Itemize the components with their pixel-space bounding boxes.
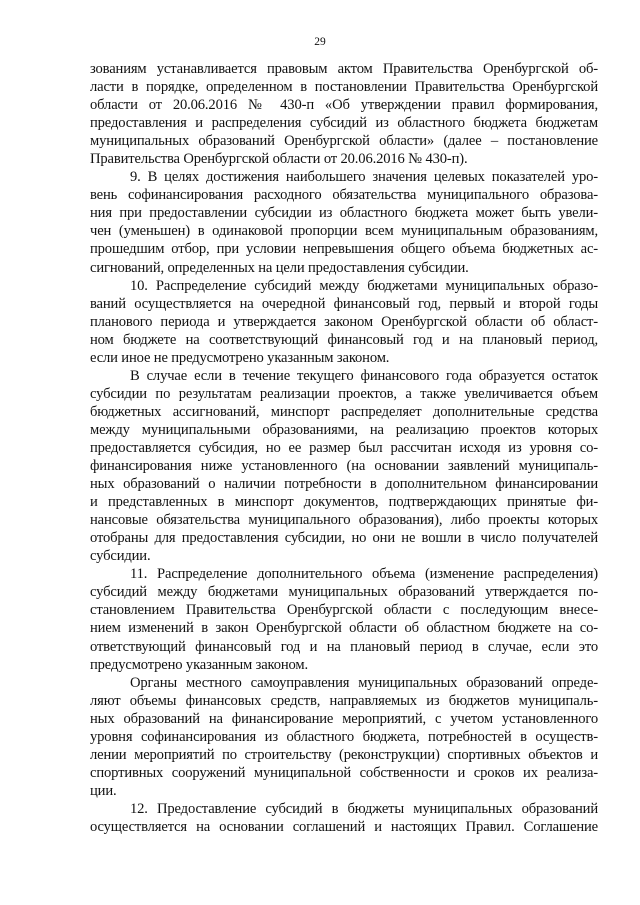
document-body	[90, 60, 598, 836]
text-line: ных образований на финансирование мероприятий, с учетом установленного	[90, 710, 598, 727]
text-line: ции.	[90, 782, 117, 799]
text-line: и представленных в минспорт документов, подтверждающих принятые фи-	[90, 494, 598, 511]
text-line: ваний осуществляется на очередной финансовый год, первый и второй годы	[90, 295, 598, 312]
text-line: субсидии.	[90, 548, 151, 565]
text-line: 12. Предоставление субсидий в бюджеты муниципальных образований	[130, 800, 598, 817]
text-line: субсидии по результатам реализации проектов, а также увеличивается объем	[90, 385, 598, 402]
text-line: предоставляется субсидия, но ее размер был рассчитан исходя из уровня со-	[90, 439, 598, 456]
paragraph	[90, 674, 598, 800]
text-line: зованиям устанавливается правовым актом Правительства Оренбургской об-	[90, 61, 598, 77]
text-line: планового периода и утверждается законом Оренбургской области об област-	[90, 313, 598, 330]
text-line: осуществляется на основании соглашений и настоящих Правил. Соглашение	[90, 818, 598, 835]
paragraph	[90, 800, 598, 836]
paragraph	[90, 565, 598, 673]
text-line: 9. В целях достижения наибольшего значения целевых показателей уро-	[130, 169, 598, 186]
text-line: спортивных сооружений муниципальной собственности и сроков их реализа-	[90, 764, 598, 781]
text-line: ных образований о наличии потребности в дополнительном финансировании	[90, 476, 598, 493]
text-line: финансирования ниже установленного (на основании заявлений муниципаль-	[90, 458, 598, 475]
text-line: ответствующий финансовый год и на плановый период в случае, если это	[90, 638, 598, 655]
text-line: ния при предоставлении субсидии из областного бюджета может быть увели-	[90, 205, 598, 222]
text-line: Органы местного самоуправления муниципальных образований опреде-	[130, 674, 598, 691]
text-line: бюджетных ассигнований, минспорт распределяет дополнительные средства	[90, 403, 598, 420]
text-line: чен (уменьшен) в одинаковой пропорции всем муниципальным образованиям,	[90, 223, 598, 240]
text-line: ляют объемы финансовых средств, направляемых из бюджетов муниципаль-	[90, 692, 598, 709]
text-line: нансовые обязательства муниципального образования), либо проекты которых	[90, 512, 598, 529]
text-line: предусмотрено указанным законом.	[90, 656, 309, 673]
text-line: 11. Распределение дополнительного объема (изменение распределения)	[130, 566, 598, 583]
paragraph	[90, 367, 598, 566]
text-line: становлением Правительства Оренбургской области с последующим внесе-	[90, 602, 598, 619]
paragraph	[90, 60, 598, 168]
text-line: нием изменений в закон Оренбургской области об областном бюджете на со-	[90, 620, 598, 637]
text-line: субсидий между бюджетами муниципальных образований утверждается по-	[90, 584, 598, 601]
text-line: 10. Распределение субсидий между бюджетами муниципальных образо-	[130, 277, 598, 294]
page-number: 29	[314, 36, 326, 48]
text-line: муниципальных образований Оренбургской области» (далее – постановление	[90, 133, 598, 150]
text-line: лении мероприятий по строительству (реконструкции) спортивных объектов и	[90, 746, 598, 763]
paragraph	[90, 277, 598, 367]
text-line: области от 20.06.2016 № 430-п «Об утверждении правил формирования,	[90, 97, 598, 114]
text-line: ласти в порядке, определенном в постановлении Правительства Оренбургской	[90, 79, 598, 96]
text-line: вень софинансирования расходного обязательства муниципального образова-	[90, 187, 598, 204]
text-line: между муниципальными образованиями, на реализацию проектов которых	[90, 421, 598, 438]
text-line: В случае если в течение текущего финансового года образуется остаток	[130, 367, 598, 384]
text-line: предоставления и распределения субсидий из областного бюджета бюджетам	[90, 115, 598, 132]
text-line: отобраны для предоставления субсидии, но они не вошли в число получателей	[90, 530, 598, 547]
text-line: прошедшим отбор, при условии непревышения общего объема бюджетных ас-	[90, 241, 598, 258]
paragraph	[90, 168, 598, 276]
text-line: ном бюджете на соответствующий финансовый год и на плановый период,	[90, 331, 598, 348]
text-line: если иное не предусмотрено указанным законом.	[90, 349, 390, 366]
text-line: Правительства Оренбургской области от 20.06.2016 № 430-п).	[90, 151, 468, 168]
text-line: уровня софинансирования из областного бюджета, потребностей в осуществ-	[90, 728, 598, 745]
text-line: сигнований, определенных на цели предоставления субсидии.	[90, 259, 469, 276]
